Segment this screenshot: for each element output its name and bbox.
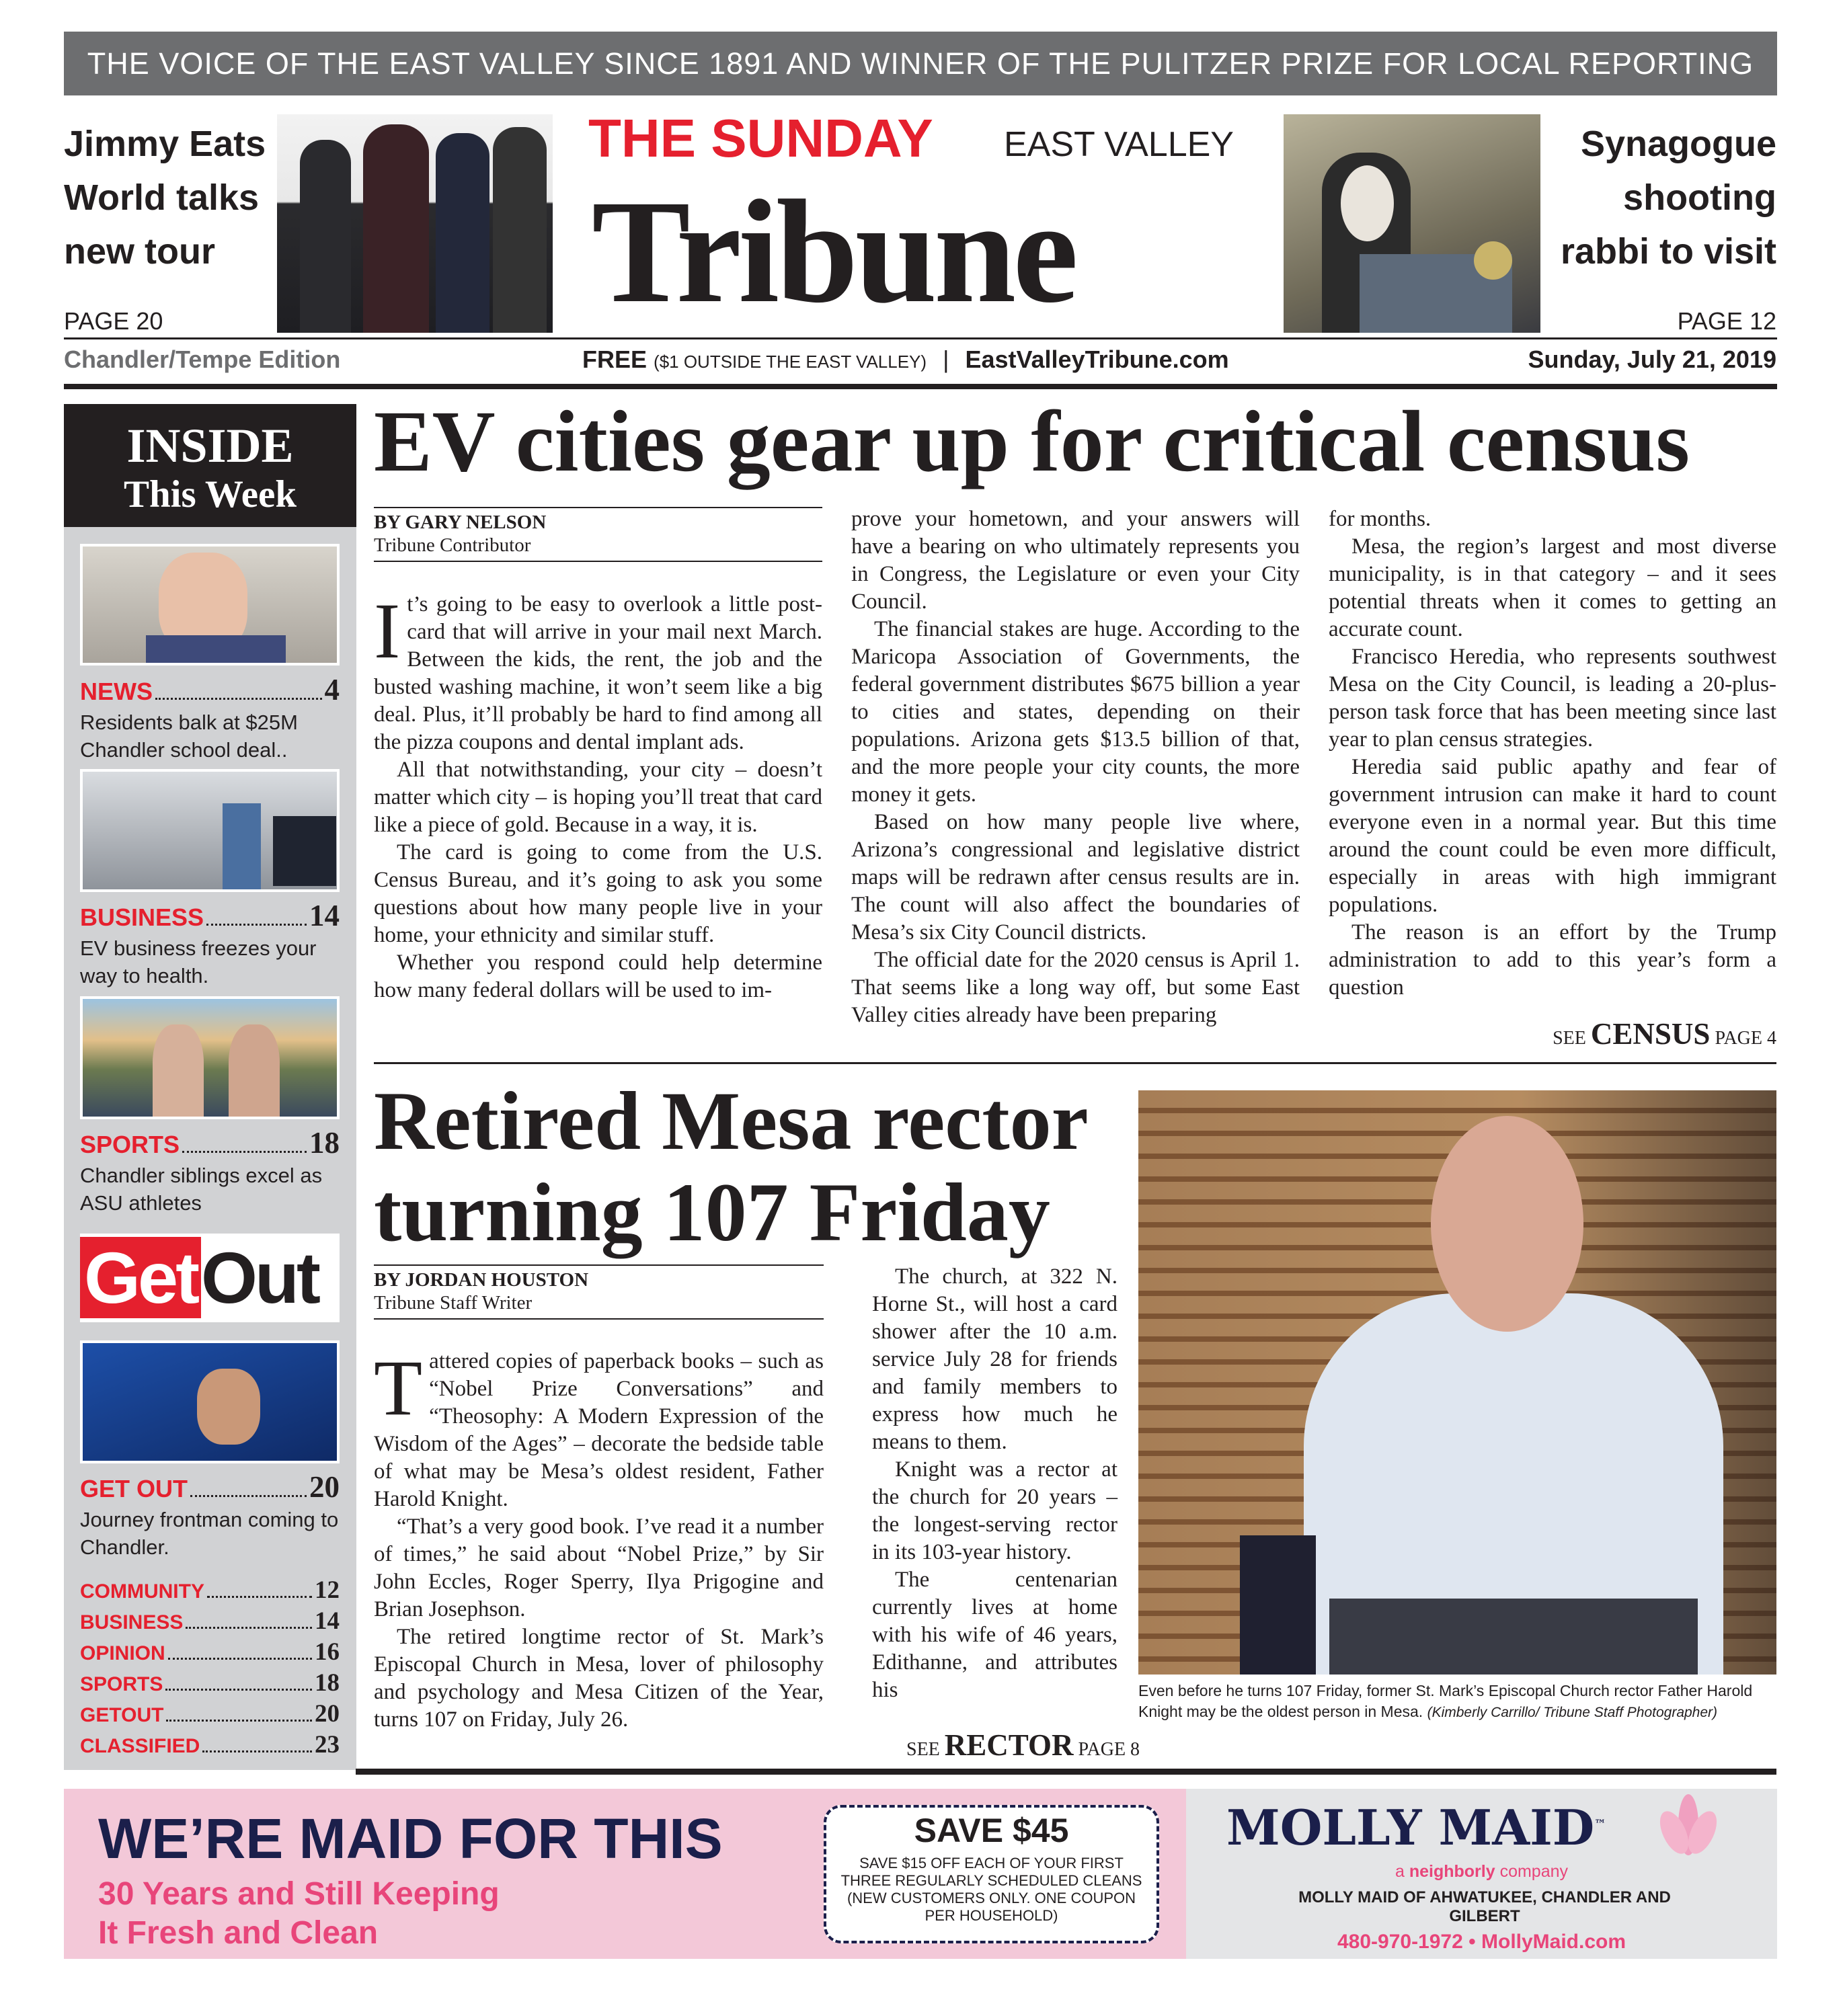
paragraph: Francisco Heredia, who represents southwest Mesa on the City Council, is leading a 20-plus-person task force that has been meeting since last year to plan census strategies. <box>1329 645 1776 752</box>
photo-caption <box>1138 1681 1776 1723</box>
index-page: 12 <box>315 1576 340 1604</box>
paragraph: The reason is an effort by the Trump administration to add to this year’s form a question <box>1329 920 1776 1000</box>
ad-location: MOLLY MAID OF AHWATUKEE, CHANDLER AND GILBERT <box>1298 1888 1671 1925</box>
story1-column-3 <box>1329 506 1776 1002</box>
headline-line: turning 107 Friday <box>374 1166 1050 1258</box>
byline-name: BY JORDAN HOUSTON <box>374 1269 589 1291</box>
index-label: CLASSIFIED <box>80 1735 200 1757</box>
price-note: ($1 OUTSIDE THE EAST VALLEY) <box>654 352 927 372</box>
paragraph: prove your hometown, and your answers will have a bearing on who ultimately represents you in Congress, the Legislature or even your City Council. <box>851 507 1300 614</box>
index-label: GETOUT <box>80 1704 164 1726</box>
business-thumbnail[interactable] <box>80 769 340 892</box>
tagline-brand: neighborly <box>1409 1862 1495 1881</box>
paragraph: for months. <box>1329 507 1432 531</box>
section-page: 4 <box>324 673 340 707</box>
index-page: 16 <box>315 1638 340 1666</box>
section-page: 14 <box>309 899 340 932</box>
leader-dots <box>166 1720 312 1722</box>
paragraph: The church, at 322 N. Horne St., will host a card shower after the 10 a.m. service July 28 for friends and family members to express how much he means to them. <box>872 1264 1117 1454</box>
jump-see: SEE <box>1553 1028 1586 1049</box>
section-page: 18 <box>309 1126 340 1160</box>
trademark: ™ <box>1594 1818 1606 1831</box>
index-item-classified[interactable] <box>80 1730 340 1761</box>
paragraph: The financial stakes are huge. According to the Maricopa Association of Governments, the federal government distributes $675 billion a year to cities and states, depending on their populations. Arizona gets $13.5 billion of that, and the more people your city counts, the more money it gets. <box>851 617 1300 807</box>
ad-subheadline <box>98 1875 500 1953</box>
sports-thumbnail[interactable] <box>80 996 340 1119</box>
ad-headline: WE’RE MAID FOR THIS <box>98 1807 723 1870</box>
masthead-the-sunday: THE SUNDAY <box>588 108 933 168</box>
divider <box>64 337 1777 339</box>
section-desc: Residents balk at $25M Chandler school deal.. <box>80 711 298 762</box>
leader-dots <box>165 1689 312 1691</box>
sidebar-section-getout[interactable] <box>80 1469 340 1561</box>
paragraph: attered copies of paperback books – such as “Nobel Prize Conversations” and “Theosophy: A Modern Expression of the Wisdom of the Ages” – decorate the bedside table of what may be Mesa’s oldest resident, Father Harold Knight. <box>374 1349 824 1511</box>
inside-header <box>64 404 356 527</box>
teaser-jimmy-eats-world[interactable]: Jimmy Eats World talks new tour <box>64 124 266 272</box>
rabbi-photo[interactable] <box>1284 114 1540 333</box>
bullet: • <box>1468 1931 1476 1953</box>
ad-phone[interactable]: 480-970-1972 <box>1337 1931 1463 1953</box>
jump-word: CENSUS <box>1590 1017 1711 1051</box>
separator: | <box>943 346 949 373</box>
paragraph: Heredia said public apathy and fear of government intrusion can make it hard to count everyone even in a normal year. But this time around the count could be even more difficult, especially in areas with high immigrant populations. <box>1329 755 1776 917</box>
paragraph: Based on how many people live where, Arizona’s congressional and legislative district maps will be redrawn after census results are in. The count will also affect the boundaries of Mesa’s six City Council districts. <box>851 810 1300 944</box>
paragraph: Whether you respond could help determine how many federal dollars will be used to im- <box>374 951 822 1002</box>
inside-title: INSIDE <box>126 419 294 473</box>
index-item-community[interactable] <box>80 1576 340 1607</box>
edition-label: Chandler/Tempe Edition <box>64 346 341 373</box>
issue-date: Sunday, July 21, 2019 <box>1528 346 1776 373</box>
story2-column-2 <box>872 1263 1117 1704</box>
teaser-synagogue-rabbi[interactable]: Synagogue shooting rabbi to visit <box>1560 124 1776 272</box>
teaser-page-left: PAGE 20 <box>64 307 163 335</box>
masthead-tribune: Tribune <box>592 169 1075 333</box>
rector-photo[interactable] <box>1138 1090 1776 1675</box>
leader-dots <box>207 1596 312 1598</box>
section-label: NEWS <box>80 678 153 705</box>
masthead-east-valley: EAST VALLEY <box>1003 125 1234 164</box>
paragraph: All that notwithstanding, your city – doesn’t matter which city – is hoping you’ll treat that card like a piece of gold. Because in a way, it is. <box>374 758 822 837</box>
leader-dots <box>190 1495 307 1497</box>
paragraph: The centenarian currently lives at home with his wife of 46 years, Edithanne, and attributes his <box>872 1568 1117 1702</box>
leader-dots <box>182 1151 307 1153</box>
headline-line: Retired Mesa rector <box>374 1075 1089 1167</box>
index-item-getout[interactable] <box>80 1699 340 1730</box>
leader-dots <box>186 1627 312 1629</box>
jump-page: PAGE 8 <box>1078 1739 1140 1760</box>
index-page: 23 <box>315 1731 340 1759</box>
brand-name: MOLLY MAID <box>1226 1799 1595 1856</box>
leader-dots <box>155 698 322 700</box>
molly-maid-brand-panel[interactable] <box>1186 1789 1777 1959</box>
story2-jump-link[interactable] <box>906 1728 1140 1767</box>
jump-page: PAGE 4 <box>1715 1028 1776 1049</box>
molly-maid-ad[interactable] <box>64 1789 1186 1959</box>
index-item-sports[interactable] <box>80 1668 340 1699</box>
caption-text: Even before he turns 107 Friday, former St. Mark’s Episcopal Church rector Father Harold Knight may be the oldest person in Mesa. <box>1138 1682 1753 1720</box>
drop-cap: I <box>374 587 401 675</box>
ad-coupon[interactable] <box>824 1805 1159 1943</box>
sidebar-section-business[interactable] <box>80 898 340 990</box>
sidebar-section-news[interactable] <box>80 672 340 764</box>
divider <box>64 384 1777 389</box>
leader-dots <box>168 1658 312 1660</box>
inside-subtitle: This Week <box>123 473 297 516</box>
section-label: BUSINESS <box>80 903 204 931</box>
ad-tagline <box>1186 1861 1777 1882</box>
molly-maid-logo <box>1226 1794 1606 1858</box>
story1-jump-link[interactable] <box>1553 1016 1776 1056</box>
index-label: OPINION <box>80 1642 165 1664</box>
section-desc: Journey frontman coming to Chandler. <box>80 1508 339 1559</box>
story1-headline[interactable]: EV cities gear up for critical census <box>374 393 1690 490</box>
jump-word: RECTOR <box>944 1728 1074 1762</box>
paragraph: Knight was a rector at the church for 20 years – the longest-serving rector in its 103-year history. <box>872 1457 1117 1564</box>
index-page: 20 <box>315 1700 340 1728</box>
get-out-logo-out: Out <box>201 1237 318 1318</box>
index-label: SPORTS <box>80 1673 163 1695</box>
top-banner: THE VOICE OF THE EAST VALLEY SINCE 1891 AND WINNER OF THE PULITZER PRIZE FOR LOCAL REPORTING <box>64 32 1777 95</box>
getout-thumbnail[interactable] <box>80 1340 340 1463</box>
index-label: BUSINESS <box>80 1611 184 1634</box>
story1-column-1 <box>374 587 822 1004</box>
free-label: FREE <box>582 346 648 373</box>
story2-headline[interactable] <box>374 1076 1127 1258</box>
index-page: 14 <box>315 1607 340 1635</box>
sidebar-section-sports[interactable] <box>80 1125 340 1217</box>
section-label: SPORTS <box>80 1131 180 1158</box>
section-label: GET OUT <box>80 1475 188 1502</box>
story2-column-1 <box>374 1344 824 1734</box>
drop-cap: T <box>374 1344 423 1432</box>
news-thumbnail[interactable] <box>80 544 340 666</box>
divider <box>356 1769 1776 1775</box>
paragraph: The retired longtime rector of St. Mark’s Episcopal Church in Mesa, lover of philosophy and psychology and Mesa Citizen of the Year, turns 107 on Friday, July 26. <box>374 1625 824 1732</box>
index-item-business[interactable] <box>80 1607 340 1638</box>
paragraph: Mesa, the region’s largest and most diverse municipality, is in that category – and it sees potential threats when it comes to getting an accurate count. <box>1329 534 1776 641</box>
byline-role: Tribune Staff Writer <box>374 1292 533 1314</box>
divider <box>374 1062 1776 1064</box>
jump-see: SEE <box>906 1739 940 1760</box>
byline-name: BY GARY NELSON <box>374 512 547 533</box>
section-desc: EV business freezes your way to health. <box>80 936 317 987</box>
teaser-page-right: PAGE 12 <box>1677 307 1776 335</box>
tagline-b: company <box>1499 1862 1569 1881</box>
leader-dots <box>202 1750 312 1752</box>
index-page: 18 <box>315 1669 340 1697</box>
tagline-a: a <box>1395 1862 1405 1881</box>
index-item-opinion[interactable] <box>80 1638 340 1668</box>
story1-byline <box>374 507 822 562</box>
paragraph: The card is going to come from the U.S. Census Bureau, and it’s going to ask you some questions about how many people live in your home, your ethnicity and similar stuff. <box>374 840 822 947</box>
band-photo[interactable] <box>277 114 553 333</box>
section-index <box>80 1576 340 1761</box>
get-out-logo-get: Get <box>80 1237 201 1318</box>
ad-sub-line: 30 Years and Still Keeping <box>98 1876 500 1912</box>
story2-byline <box>374 1264 824 1320</box>
leader-dots <box>206 924 307 926</box>
lotus-icon <box>1663 1794 1714 1858</box>
get-out-logo[interactable] <box>80 1234 340 1322</box>
section-page: 20 <box>309 1470 340 1504</box>
coupon-text: SAVE $15 OFF EACH OF YOUR FIRST THREE REGULARLY SCHEDULED CLEANS (NEW CUSTOMERS ONLY. ONE COUPON PER HOUSEHOLD) <box>840 1855 1142 1924</box>
ad-sub-line: It Fresh and Clean <box>98 1915 379 1951</box>
index-label: COMMUNITY <box>80 1580 204 1603</box>
coupon-title: SAVE $45 <box>914 1812 1069 1849</box>
price-info <box>582 346 1229 374</box>
website-link[interactable]: EastValleyTribune.com <box>965 346 1229 373</box>
paragraph: t’s going to be easy to overlook a little post-card that will arrive in your mail next March. Between the kids, the rent, the job and the busted washing machine, it won’t seem like a big deal. Plus, it’ll probably be hard to find among all the pizza coupons and dental implant ads. <box>374 592 822 754</box>
paragraph: “That’s a very good book. I’ve read it a number of times,” he said about “Nobel Prize,” by Sir John Eccles, Roger Sperry, Ilya Prigogine and Brian Josephson. <box>374 1515 824 1621</box>
photo-credit: (Kimberly Carrillo/ Tribune Staff Photographer) <box>1427 1705 1718 1720</box>
ad-contact[interactable] <box>1186 1930 1777 1954</box>
story1-column-2 <box>851 506 1300 1029</box>
ad-website[interactable]: MollyMaid.com <box>1481 1931 1626 1953</box>
paragraph: The official date for the 2020 census is April 1. That seems like a long way off, but some East Valley cities already have been preparing <box>851 948 1300 1027</box>
section-desc: Chandler siblings excel as ASU athletes <box>80 1164 323 1215</box>
byline-role: Tribune Contributor <box>374 534 531 556</box>
